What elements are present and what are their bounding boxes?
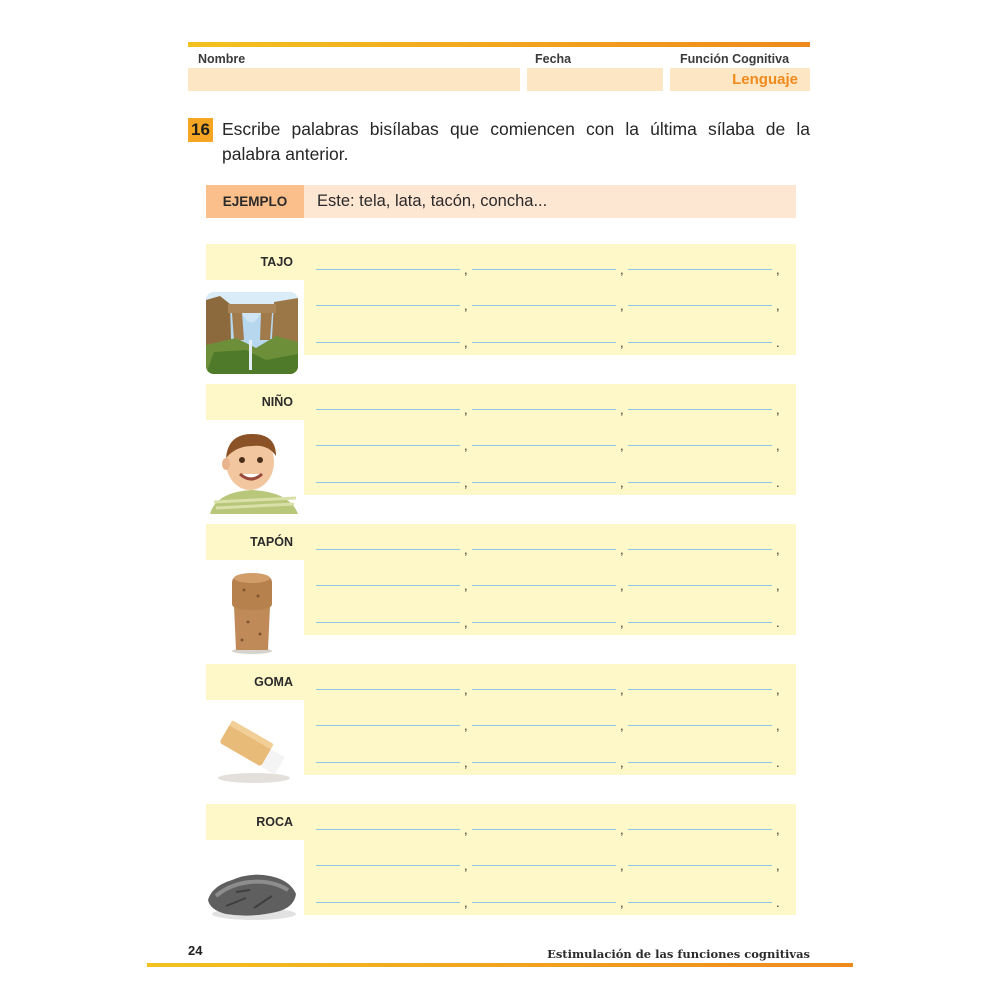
writing-line[interactable] bbox=[472, 585, 616, 586]
writing-line[interactable] bbox=[472, 342, 616, 343]
answer-area[interactable] bbox=[304, 384, 796, 495]
comma-mark: , bbox=[464, 858, 468, 873]
comma-mark: , bbox=[620, 615, 624, 630]
writing-line[interactable] bbox=[628, 549, 772, 550]
example-text: Este: tela, lata, tacón, concha... bbox=[304, 185, 796, 218]
writing-line[interactable] bbox=[472, 762, 616, 763]
comma-mark: , bbox=[464, 438, 468, 453]
answer-area[interactable] bbox=[304, 244, 796, 355]
writing-line[interactable] bbox=[472, 725, 616, 726]
period-mark: . bbox=[776, 615, 780, 630]
writing-line[interactable] bbox=[316, 445, 460, 446]
writing-line[interactable] bbox=[472, 549, 616, 550]
function-label: Función Cognitiva bbox=[680, 52, 790, 66]
comma-mark: , bbox=[620, 262, 624, 277]
comma-mark: , bbox=[620, 542, 624, 557]
writing-line[interactable] bbox=[628, 305, 772, 306]
writing-line[interactable] bbox=[316, 725, 460, 726]
word-section bbox=[206, 384, 796, 514]
word-section bbox=[206, 664, 796, 794]
period-mark: . bbox=[776, 335, 780, 350]
comma-mark: , bbox=[776, 682, 780, 697]
writing-line[interactable] bbox=[316, 549, 460, 550]
comma-mark: , bbox=[620, 755, 624, 770]
writing-line[interactable] bbox=[472, 445, 616, 446]
word-label: GOMA bbox=[206, 664, 304, 700]
writing-line[interactable] bbox=[316, 269, 460, 270]
comma-mark: , bbox=[464, 542, 468, 557]
writing-line[interactable] bbox=[316, 585, 460, 586]
writing-line[interactable] bbox=[628, 269, 772, 270]
writing-line[interactable] bbox=[628, 445, 772, 446]
word-label: NIÑO bbox=[206, 384, 304, 420]
name-field[interactable] bbox=[188, 68, 520, 91]
writing-line[interactable] bbox=[472, 482, 616, 483]
period-mark: . bbox=[776, 895, 780, 910]
comma-mark: , bbox=[776, 438, 780, 453]
comma-mark: , bbox=[620, 298, 624, 313]
comma-mark: , bbox=[464, 298, 468, 313]
comma-mark: , bbox=[620, 822, 624, 837]
comma-mark: , bbox=[464, 262, 468, 277]
comma-mark: , bbox=[620, 895, 624, 910]
comma-mark: , bbox=[464, 682, 468, 697]
writing-line[interactable] bbox=[472, 409, 616, 410]
exercise-instruction: Escribe palabras bisílabas que comiencen con la última sílaba de la palabra anterior. bbox=[222, 119, 810, 164]
writing-line[interactable] bbox=[628, 725, 772, 726]
answer-area[interactable] bbox=[304, 664, 796, 775]
comma-mark: , bbox=[464, 718, 468, 733]
writing-line[interactable] bbox=[472, 865, 616, 866]
period-mark: . bbox=[776, 475, 780, 490]
writing-line[interactable] bbox=[316, 829, 460, 830]
word-section bbox=[206, 804, 796, 934]
gorge-bridge-photo bbox=[206, 290, 298, 374]
comma-mark: , bbox=[464, 822, 468, 837]
comma-mark: , bbox=[464, 895, 468, 910]
answer-area[interactable] bbox=[304, 524, 796, 635]
top-rule bbox=[188, 42, 810, 47]
comma-mark: , bbox=[464, 755, 468, 770]
writing-line[interactable] bbox=[628, 689, 772, 690]
comma-mark: , bbox=[464, 615, 468, 630]
writing-line[interactable] bbox=[316, 762, 460, 763]
word-section bbox=[206, 244, 796, 374]
exercise-number: 16 bbox=[188, 118, 213, 142]
comma-mark: , bbox=[776, 542, 780, 557]
writing-line[interactable] bbox=[472, 902, 616, 903]
comma-mark: , bbox=[620, 718, 624, 733]
writing-line[interactable] bbox=[628, 902, 772, 903]
writing-line[interactable] bbox=[316, 902, 460, 903]
comma-mark: , bbox=[776, 402, 780, 417]
comma-mark: , bbox=[620, 858, 624, 873]
comma-mark: , bbox=[620, 475, 624, 490]
period-mark: . bbox=[776, 755, 780, 770]
word-label: TAJO bbox=[206, 244, 304, 280]
writing-line[interactable] bbox=[316, 865, 460, 866]
writing-line[interactable] bbox=[628, 622, 772, 623]
comma-mark: , bbox=[776, 262, 780, 277]
writing-line[interactable] bbox=[316, 482, 460, 483]
bottom-rule bbox=[147, 963, 853, 967]
word-label: TAPÓN bbox=[206, 524, 304, 560]
date-field[interactable] bbox=[527, 68, 663, 91]
writing-line[interactable] bbox=[316, 305, 460, 306]
comma-mark: , bbox=[776, 298, 780, 313]
writing-line[interactable] bbox=[472, 829, 616, 830]
comma-mark: , bbox=[464, 335, 468, 350]
function-value: Lenguaje bbox=[732, 71, 798, 88]
comma-mark: , bbox=[620, 682, 624, 697]
writing-line[interactable] bbox=[316, 622, 460, 623]
comma-mark: , bbox=[776, 822, 780, 837]
eraser-photo bbox=[206, 710, 298, 794]
writing-line[interactable] bbox=[316, 409, 460, 410]
smiling-child-photo bbox=[206, 430, 298, 514]
comma-mark: , bbox=[620, 578, 624, 593]
date-label: Fecha bbox=[535, 52, 572, 66]
comma-mark: , bbox=[620, 335, 624, 350]
writing-line[interactable] bbox=[628, 482, 772, 483]
name-label: Nombre bbox=[198, 52, 246, 66]
writing-line[interactable] bbox=[472, 622, 616, 623]
writing-line[interactable] bbox=[472, 269, 616, 270]
writing-line[interactable] bbox=[316, 689, 460, 690]
cork-stopper-photo bbox=[206, 570, 298, 654]
answer-area[interactable] bbox=[304, 804, 796, 915]
comma-mark: , bbox=[464, 402, 468, 417]
comma-mark: , bbox=[776, 578, 780, 593]
comma-mark: , bbox=[776, 858, 780, 873]
word-section bbox=[206, 524, 796, 654]
writing-line[interactable] bbox=[628, 829, 772, 830]
writing-line[interactable] bbox=[628, 585, 772, 586]
example-label: EJEMPLO bbox=[206, 185, 304, 218]
comma-mark: , bbox=[464, 578, 468, 593]
writing-line[interactable] bbox=[628, 342, 772, 343]
comma-mark: , bbox=[620, 438, 624, 453]
writing-line[interactable] bbox=[472, 305, 616, 306]
writing-line[interactable] bbox=[472, 689, 616, 690]
writing-line[interactable] bbox=[628, 865, 772, 866]
footer-title: Estimulación de las funciones cognitivas bbox=[547, 947, 810, 961]
comma-mark: , bbox=[776, 718, 780, 733]
page-number: 24 bbox=[188, 943, 203, 958]
comma-mark: , bbox=[620, 402, 624, 417]
word-label: ROCA bbox=[206, 804, 304, 840]
rock-photo bbox=[206, 850, 298, 934]
comma-mark: , bbox=[464, 475, 468, 490]
writing-line[interactable] bbox=[628, 409, 772, 410]
writing-line[interactable] bbox=[628, 762, 772, 763]
writing-line[interactable] bbox=[316, 342, 460, 343]
